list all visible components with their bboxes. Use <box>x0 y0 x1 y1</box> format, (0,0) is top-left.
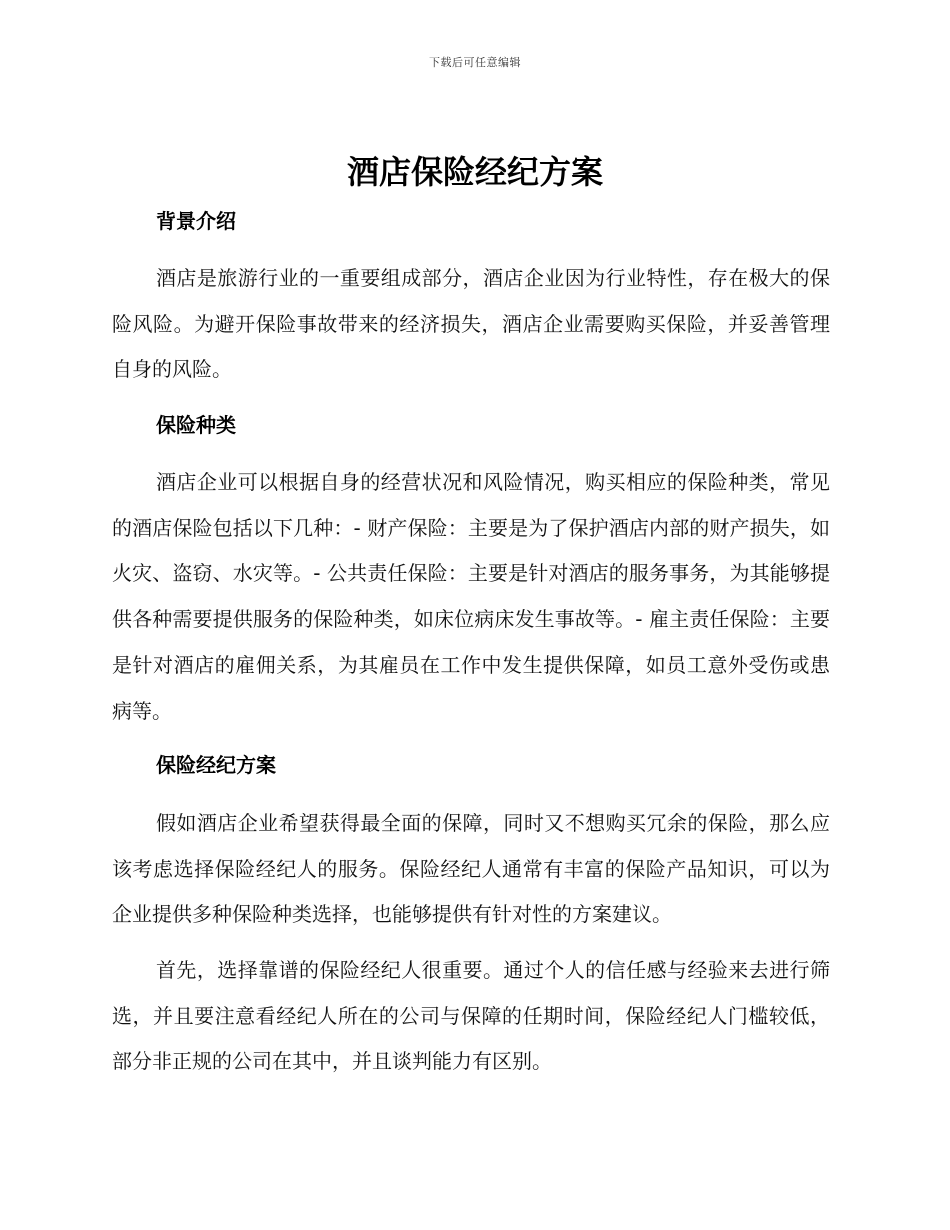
paragraph-insurance-types: 酒店企业可以根据自身的经营状况和风险情况，购买相应的保险种类，常见的酒店保险包括以下几种：- 财产保险：主要是为了保护酒店内部的财产损失，如火灾、盗窃、水灾等。- 公共责任保险：主要是针对酒店的服务事务，为其能够提供各种需要提供服务的保险种类，如床位病床发生事故等。- 雇主责任保险：主要是针对酒店的雇佣关系，为其雇员在工作中发生提供保障，如员工意外受伤或患病等。 <box>112 470 830 723</box>
paragraph-background: 酒店是旅游行业的一重要组成部分，酒店企业因为行业特性，存在极大的保险风险。为避开保险事故带来的经济损失，酒店企业需要购买保险，并妥善管理自身的风险。 <box>112 266 830 382</box>
section-heading-background: 背景介绍 <box>156 209 236 233</box>
page-header-note: 下载后可任意编辑 <box>429 56 521 69</box>
document-title: 酒店保险经纪方案 <box>346 153 603 191</box>
paragraph-broker-selection: 首先，选择靠谱的保险经纪人很重要。通过个人的信任感与经验来去进行筛选，并且要注意看经纪人所在的公司与保障的任期时间，保险经纪人门槛较低，部分非正规的公司在其中，并且谈判能力有区别。 <box>112 958 830 1074</box>
paragraph-broker-plan-intro: 假如酒店企业希望获得最全面的保障，同时又不想购买冗余的保险，那么应该考虑选择保险经纪人的服务。保险经纪人通常有丰富的保险产品知识，可以为企业提供多种保险种类选择，也能够提供有针对性的方案建议。 <box>112 811 830 927</box>
section-heading-broker-plan: 保险经纪方案 <box>156 753 276 777</box>
section-heading-insurance-types: 保险种类 <box>156 413 236 437</box>
